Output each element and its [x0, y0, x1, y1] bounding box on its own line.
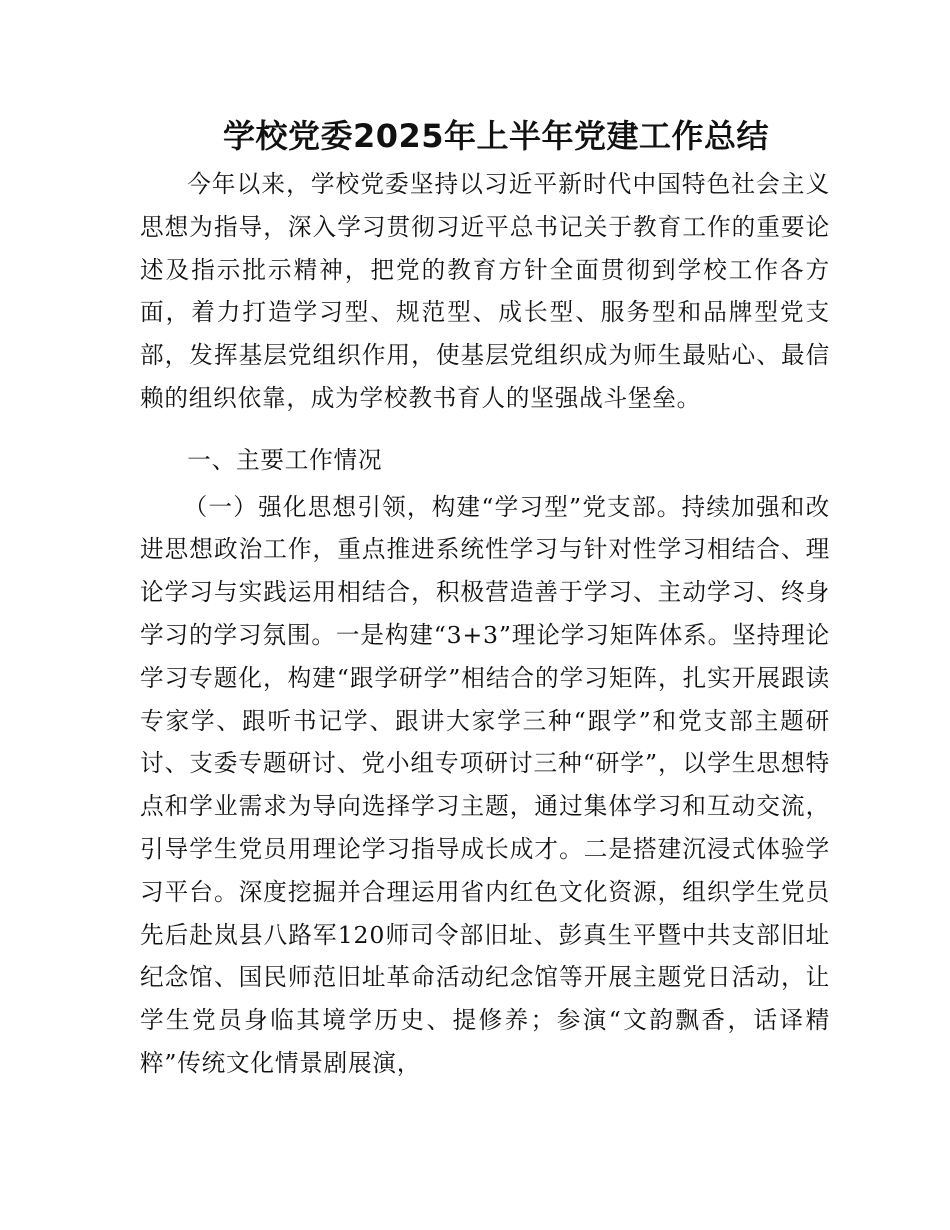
document-title: 学校党委2025年上半年党建工作总结 — [222, 117, 770, 155]
section-heading: 一、主要工作情况 — [187, 445, 383, 474]
document-page — [140, 112, 830, 1085]
section-paragraph: （一）强化思想引领，构建“学习型”党支部。持续加强和改进思想政治工作，重点推进系统性学习与针对性学习相结合、理论学习与实践运用相结合，积极营造善于学习、主动学习、终身学习的学习氛围。一是构建“3+3”理论学习矩阵体系。坚持理论学习专题化，构建“跟学研学”相结合的学习矩阵，扎实开展跟读专家学、跟听书记学、跟讲大家学三种“跟学”和党支部主题研讨、支委专题研讨、党小组专项研讨三种“研学”，以学生思想特点和学业需求为导向选择学习主题，通过集体学习和互动交流，引导学生党员用理论学习指导成长成才。二是搭建沉浸式体验学习平台。深度挖掘并合理运用省内红色文化资源，组织学生党员先后赴岚县八路军120师司令部旧址、彭真生平暨中共支部旧址纪念馆、国民师范旧址革命活动纪念馆等开展主题党日活动，让学生党员身临其境学历史、提修养；参演“文韵飘香，话译精粹”传统文化情景剧展演， — [140, 492, 830, 1077]
intro-paragraph: 今年以来，学校党委坚持以习近平新时代中国特色社会主义思想为指导，深入学习贯彻习近平总书记关于教育工作的重要论述及指示批示精神，把党的教育方针全面贯彻到学校工作各方面，着力打造学习型、规范型、成长型、服务型和品牌型党支部，发挥基层党组织作用，使基层党组织成为师生最贴心、最信赖的组织依靠，成为学校教书育人的坚强战斗堡垒。 — [140, 170, 830, 412]
